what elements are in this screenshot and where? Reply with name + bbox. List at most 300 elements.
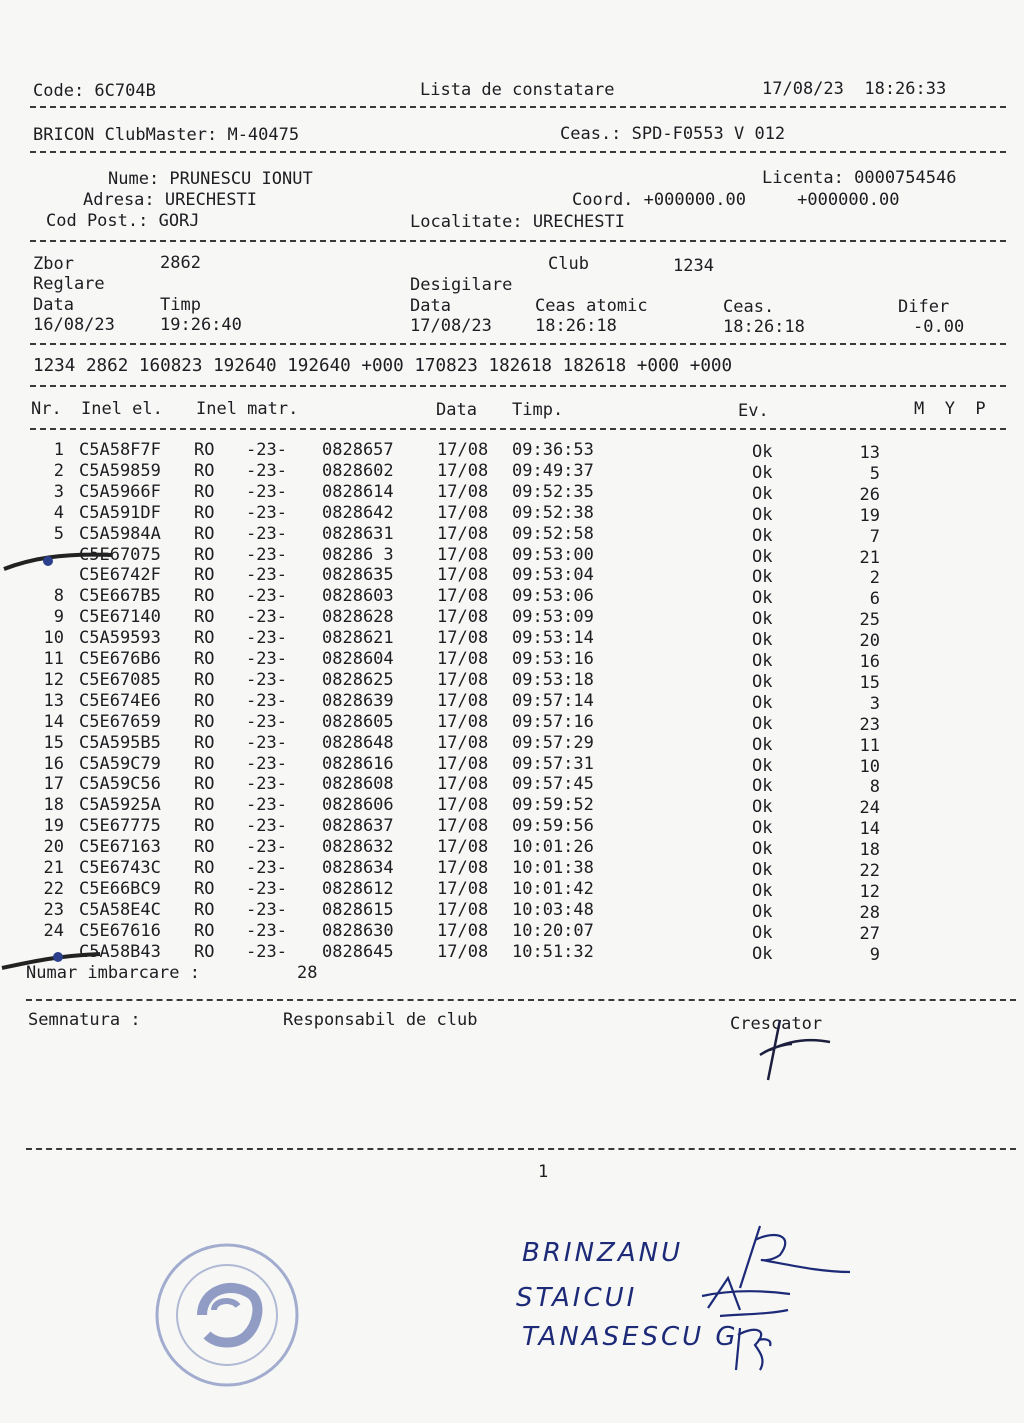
- row-position: 25: [859, 610, 880, 631]
- reglare-date: 16/08/23: [33, 315, 115, 335]
- row-inel-el: C5A58B43: [79, 941, 161, 962]
- col-ev: Ev.: [738, 401, 769, 421]
- col-inel-matr: Inel matr.: [196, 399, 299, 419]
- row-nr: 10: [43, 628, 64, 649]
- row-year: -23-: [246, 440, 287, 460]
- row-timp: 09:53:00: [512, 544, 594, 565]
- row-ev: Ok: [752, 567, 773, 588]
- row-ev: Ok: [752, 943, 773, 964]
- atomic-clock-time: 18:26:18: [535, 316, 617, 336]
- row-data: 17/08: [437, 669, 489, 690]
- row-inel-el: C5A58E4C: [79, 899, 161, 920]
- row-position: 18: [859, 840, 880, 861]
- row-timp: 09:57:14: [512, 690, 594, 711]
- row-inel-matr: 0828604: [322, 649, 394, 669]
- row-data: 17/08: [437, 732, 489, 753]
- row-ev: Ok: [752, 797, 773, 818]
- divider: [30, 240, 1006, 242]
- row-country: RO: [194, 816, 215, 837]
- table-row: [0, 858, 1024, 879]
- row-data: 17/08: [437, 649, 489, 669]
- row-country: RO: [194, 711, 215, 732]
- row-year: -23-: [246, 920, 287, 941]
- row-data: 17/08: [437, 628, 489, 649]
- row-data: 17/08: [437, 523, 489, 544]
- row-nr: 17: [43, 774, 64, 795]
- row-data: 17/08: [437, 774, 489, 795]
- row-timp: 09:53:18: [512, 669, 594, 690]
- signature-label: Semnatura :: [28, 1010, 141, 1030]
- row-data: 17/08: [437, 878, 489, 899]
- row-nr: 23: [43, 899, 64, 920]
- table-row: [0, 942, 1024, 963]
- row-position: 26: [859, 484, 880, 505]
- row-position: 27: [859, 923, 880, 944]
- row-ev: Ok: [752, 483, 773, 504]
- row-year: -23-: [246, 899, 287, 920]
- row-country: RO: [194, 544, 215, 565]
- row-inel-matr: 0828602: [322, 460, 394, 481]
- row-inel-matr: 0828621: [322, 628, 394, 649]
- row-nr: 18: [43, 795, 64, 816]
- row-inel-el: C5E676B6: [79, 649, 161, 669]
- row-position: 8: [869, 777, 880, 798]
- row-inel-matr: 0828635: [322, 565, 394, 586]
- divider: [26, 1148, 1016, 1150]
- row-inel-matr: 0828614: [322, 481, 394, 502]
- row-timp: 09:53:09: [512, 607, 594, 628]
- row-inel-matr: 0828616: [322, 753, 394, 774]
- row-data: 17/08: [437, 440, 489, 460]
- club-responsible-label: Responsabil de club: [283, 1010, 478, 1030]
- breeder-label: Crescator: [730, 1014, 823, 1034]
- row-inel-matr: 0828605: [322, 711, 394, 732]
- row-ev: Ok: [752, 839, 773, 860]
- row-timp: 10:51:32: [512, 941, 594, 962]
- row-inel-el: C5A59C79: [79, 753, 161, 774]
- row-position: 19: [859, 505, 880, 526]
- row-country: RO: [194, 649, 215, 669]
- row-timp: 09:53:16: [512, 649, 594, 669]
- row-year: -23-: [246, 523, 287, 544]
- row-country: RO: [194, 460, 215, 481]
- row-year: -23-: [246, 732, 287, 753]
- club-stamp: [152, 1240, 302, 1390]
- row-inel-matr: 0828642: [322, 502, 394, 523]
- row-timp: 09:36:53: [512, 440, 594, 460]
- row-position: 6: [869, 589, 880, 610]
- row-inel-el: C5E67140: [79, 607, 161, 628]
- row-country: RO: [194, 837, 215, 858]
- handwritten-signatures: [700, 1220, 860, 1380]
- row-ev: Ok: [752, 546, 773, 567]
- row-position: 28: [859, 902, 880, 923]
- license-number: Licenta: 0000754546: [762, 168, 957, 188]
- row-year: -23-: [246, 878, 287, 899]
- row-nr: 12: [43, 669, 64, 690]
- row-timp: 09:49:37: [512, 460, 594, 481]
- table-row: [0, 837, 1024, 861]
- row-inel-matr: 0828603: [322, 586, 394, 607]
- row-year: -23-: [246, 481, 287, 502]
- reglare-label: Reglare: [33, 274, 105, 294]
- row-position: 5: [869, 463, 880, 484]
- row-timp: 09:57:45: [512, 774, 594, 795]
- divider: [30, 428, 1006, 430]
- row-timp: 10:03:48: [512, 899, 594, 920]
- row-inel-matr: 0828632: [322, 837, 394, 858]
- row-nr: 14: [43, 711, 64, 732]
- row-country: RO: [194, 878, 215, 899]
- row-ev: Ok: [752, 901, 773, 922]
- reglare-time: 19:26:40: [160, 315, 242, 335]
- row-ev: Ok: [752, 818, 773, 839]
- row-year: -23-: [246, 607, 287, 628]
- row-inel-el: C5A5984A: [79, 523, 161, 544]
- col-timp: Timp.: [512, 400, 564, 420]
- row-ev: Ok: [752, 462, 773, 483]
- row-country: RO: [194, 502, 215, 523]
- row-position: 13: [859, 443, 880, 463]
- breeder-signature: [730, 1010, 840, 1090]
- row-data: 17/08: [437, 502, 489, 523]
- row-inel-matr: 0828625: [322, 669, 394, 690]
- row-position: 21: [859, 547, 880, 568]
- row-country: RO: [194, 586, 215, 607]
- row-year: -23-: [246, 837, 287, 858]
- row-inel-el: C5E674E6: [79, 690, 161, 711]
- row-inel-el: C5A595B5: [79, 732, 161, 753]
- row-data: 17/08: [437, 586, 489, 607]
- row-ev: Ok: [752, 630, 773, 651]
- locality: Localitate: URECHESTI: [410, 212, 625, 232]
- row-nr: 9: [53, 607, 64, 628]
- row-nr: 1: [53, 440, 64, 460]
- col-nr: Nr.: [31, 399, 62, 419]
- row-data: 17/08: [437, 816, 489, 837]
- row-nr: 21: [43, 858, 64, 878]
- row-year: -23-: [246, 858, 287, 878]
- table-row: [0, 565, 1024, 589]
- row-nr: 16: [43, 753, 64, 774]
- row-inel-el: C5E66BC9: [79, 878, 161, 899]
- handwritten-name-3: TANASESCU G: [522, 1322, 739, 1352]
- row-ev: Ok: [752, 776, 773, 797]
- col-myp: M Y P: [914, 399, 986, 419]
- difference-value: -0.00: [913, 317, 965, 337]
- row-inel-el: C5A5925A: [79, 795, 161, 816]
- boarding-count: 28: [297, 963, 318, 983]
- row-inel-el: C5E67163: [79, 837, 161, 858]
- row-position: 22: [859, 861, 880, 881]
- table-row: [0, 482, 1024, 503]
- row-timp: 09:57:16: [512, 711, 594, 732]
- table-row: [0, 712, 1024, 733]
- document-title: Lista de constatare: [420, 80, 615, 100]
- row-country: RO: [194, 523, 215, 544]
- row-ev: Ok: [752, 880, 773, 901]
- row-data: 17/08: [437, 837, 489, 858]
- divider: [30, 385, 1006, 387]
- row-country: RO: [194, 669, 215, 690]
- timp-label: Timp: [160, 295, 201, 315]
- table-row: [0, 461, 1024, 482]
- clock-id: Ceas.: SPD-F0553 V 012: [560, 124, 786, 144]
- table-row: [0, 628, 1024, 652]
- row-timp: 09:52:35: [512, 481, 594, 502]
- row-position: 12: [859, 881, 880, 902]
- table-row: [0, 524, 1024, 545]
- row-timp: 09:53:06: [512, 586, 594, 607]
- row-inel-matr: 08286 3: [322, 544, 394, 565]
- col-data: Data: [436, 400, 477, 420]
- row-data: 17/08: [437, 941, 489, 962]
- row-inel-el: C5E6742F: [79, 565, 161, 586]
- row-year: -23-: [246, 753, 287, 774]
- row-nr: 5: [53, 523, 64, 544]
- table-row: [0, 545, 1024, 566]
- owner-name: Nume: PRUNESCU IONUT: [108, 169, 313, 189]
- page-number: 1: [538, 1162, 549, 1182]
- row-position: 10: [859, 756, 880, 777]
- row-ev: Ok: [752, 609, 773, 630]
- row-position: 16: [859, 652, 880, 672]
- print-datetime: 17/08/23 18:26:33: [762, 79, 947, 99]
- row-timp: 09:52:58: [512, 523, 594, 544]
- row-timp: 09:57:29: [512, 732, 594, 753]
- row-nr: 4: [53, 502, 64, 523]
- row-ev: Ok: [752, 588, 773, 609]
- row-nr: 22: [43, 878, 64, 899]
- row-timp: 09:52:38: [512, 502, 594, 523]
- row-nr: 13: [43, 690, 64, 711]
- table-row: [0, 816, 1024, 840]
- row-timp: 10:01:38: [512, 858, 594, 878]
- pen-mark: [0, 545, 120, 575]
- row-timp: 09:57:31: [512, 753, 594, 774]
- boarding-label: Numar imbarcare :: [26, 963, 200, 983]
- row-nr: 20: [43, 837, 64, 858]
- row-inel-matr: 0828657: [322, 440, 394, 460]
- row-position: 11: [859, 735, 880, 756]
- row-inel-matr: 0828612: [322, 878, 394, 899]
- row-ev: Ok: [752, 525, 773, 546]
- flight-label: Zbor: [33, 254, 74, 274]
- divider: [30, 151, 1006, 153]
- row-country: RO: [194, 481, 215, 502]
- row-data: 17/08: [437, 899, 489, 920]
- row-inel-el: C5E67085: [79, 669, 161, 690]
- row-timp: 09:59:56: [512, 816, 594, 837]
- row-nr: 19: [43, 816, 64, 837]
- row-year: -23-: [246, 460, 287, 481]
- row-ev: Ok: [752, 504, 773, 525]
- table-row: [0, 670, 1024, 691]
- table-row: [0, 795, 1024, 819]
- control-code-line: 1234 2862 160823 192640 192640 +000 170823 182618 182618 +000 +000: [33, 356, 733, 376]
- divider: [26, 999, 1016, 1001]
- row-ev: Ok: [752, 734, 773, 755]
- handwritten-name-2: STAICUI: [516, 1283, 638, 1313]
- row-year: -23-: [246, 502, 287, 523]
- row-ev: Ok: [752, 442, 773, 462]
- row-year: -23-: [246, 586, 287, 607]
- row-inel-matr: 0828628: [322, 607, 394, 628]
- row-data: 17/08: [437, 858, 489, 878]
- row-data: 17/08: [437, 920, 489, 941]
- row-country: RO: [194, 920, 215, 941]
- row-country: RO: [194, 690, 215, 711]
- row-year: -23-: [246, 628, 287, 649]
- table-row: [0, 879, 1024, 900]
- row-position: 14: [859, 819, 880, 840]
- code-text: Code: 6C704B: [33, 81, 156, 101]
- row-position: 24: [859, 798, 880, 819]
- row-year: -23-: [246, 941, 287, 962]
- row-ev: Ok: [752, 755, 773, 776]
- clock-time: 18:26:18: [723, 317, 805, 337]
- row-data: 17/08: [437, 795, 489, 816]
- row-inel-el: C5E67075: [79, 544, 161, 565]
- row-country: RO: [194, 732, 215, 753]
- row-position: 9: [869, 944, 880, 965]
- row-inel-matr: 0828630: [322, 920, 394, 941]
- atomic-clock-label: Ceas atomic: [535, 296, 648, 316]
- row-inel-el: C5E67775: [79, 816, 161, 837]
- data-label: Data: [33, 295, 74, 315]
- row-nr: 11: [43, 649, 64, 669]
- row-data: 17/08: [437, 607, 489, 628]
- table-row: [0, 754, 1024, 775]
- row-year: -23-: [246, 669, 287, 690]
- row-inel-el: C5A59859: [79, 460, 161, 481]
- row-ev: Ok: [752, 671, 773, 692]
- club-number: 1234: [673, 256, 714, 276]
- flight-number: 2862: [160, 253, 201, 273]
- desigilare-date: 17/08/23: [410, 316, 492, 336]
- row-data: 17/08: [437, 544, 489, 565]
- row-timp: 09:53:14: [512, 628, 594, 649]
- row-inel-matr: 0828645: [322, 941, 394, 962]
- row-timp: 10:20:07: [512, 920, 594, 941]
- clock-label: Ceas.: [723, 297, 775, 317]
- row-inel-matr: 0828637: [322, 816, 394, 837]
- row-inel-el: C5E67659: [79, 711, 161, 732]
- row-data: 17/08: [437, 711, 489, 732]
- table-row: [0, 733, 1024, 754]
- row-country: RO: [194, 795, 215, 816]
- row-country: RO: [194, 440, 215, 460]
- table-row: [0, 774, 1024, 798]
- row-inel-el: C5A59593: [79, 628, 161, 649]
- row-country: RO: [194, 899, 215, 920]
- row-position: 23: [859, 714, 880, 735]
- row-inel-el: C5A58F7F: [79, 440, 161, 460]
- row-data: 17/08: [437, 690, 489, 711]
- row-data: 17/08: [437, 565, 489, 586]
- table-row: [0, 649, 1024, 670]
- table-row: [0, 607, 1024, 631]
- desigilare-label: Desigilare: [410, 275, 513, 295]
- row-inel-matr: 0828606: [322, 795, 394, 816]
- row-position: 7: [869, 526, 880, 547]
- row-ev: Ok: [752, 651, 773, 671]
- row-ev: Ok: [752, 860, 773, 880]
- row-country: RO: [194, 941, 215, 962]
- row-timp: 10:01:42: [512, 878, 594, 899]
- row-inel-el: C5E667B5: [79, 586, 161, 607]
- table-row: [0, 503, 1024, 524]
- row-nr: 24: [43, 920, 64, 941]
- row-year: -23-: [246, 816, 287, 837]
- row-inel-el: C5A5966F: [79, 481, 161, 502]
- row-country: RO: [194, 628, 215, 649]
- row-data: 17/08: [437, 460, 489, 481]
- row-nr: 3: [53, 481, 64, 502]
- table-row: [0, 691, 1024, 712]
- row-year: -23-: [246, 544, 287, 565]
- difference-label: Difer: [898, 297, 950, 317]
- row-timp: 09:59:52: [512, 795, 594, 816]
- row-position: 2: [869, 568, 880, 589]
- row-country: RO: [194, 753, 215, 774]
- row-data: 17/08: [437, 481, 489, 502]
- club-label: Club: [548, 254, 589, 274]
- row-timp: 10:01:26: [512, 837, 594, 858]
- row-year: -23-: [246, 649, 287, 669]
- pen-mark: [0, 946, 110, 972]
- table-row: [0, 440, 1024, 461]
- row-timp: 09:53:04: [512, 565, 594, 586]
- row-ev: Ok: [752, 922, 773, 943]
- data-label-2: Data: [410, 296, 451, 316]
- row-country: RO: [194, 858, 215, 878]
- row-year: -23-: [246, 711, 287, 732]
- row-position: 3: [869, 693, 880, 714]
- row-inel-matr: 0828631: [322, 523, 394, 544]
- row-inel-el: C5A591DF: [79, 502, 161, 523]
- col-inel-el: Inel el.: [81, 399, 163, 419]
- row-inel-el: C5E6743C: [79, 858, 161, 878]
- coordinates: Coord. +000000.00 +000000.00: [572, 190, 900, 210]
- table-row: [0, 921, 1024, 942]
- row-position: 15: [859, 672, 880, 693]
- row-year: -23-: [246, 774, 287, 795]
- row-country: RO: [194, 565, 215, 586]
- row-inel-el: C5E67616: [79, 920, 161, 941]
- row-nr: 2: [53, 460, 64, 481]
- row-inel-el: C5A59C56: [79, 774, 161, 795]
- row-data: 17/08: [437, 753, 489, 774]
- row-year: -23-: [246, 690, 287, 711]
- row-nr: 15: [43, 732, 64, 753]
- row-country: RO: [194, 607, 215, 628]
- owner-address: Adresa: URECHESTI: [83, 190, 257, 210]
- table-row: [0, 900, 1024, 921]
- divider: [30, 343, 1006, 345]
- divider: [30, 106, 1006, 108]
- row-inel-matr: 0828639: [322, 690, 394, 711]
- row-ev: Ok: [752, 713, 773, 734]
- row-year: -23-: [246, 565, 287, 586]
- row-inel-matr: 0828648: [322, 732, 394, 753]
- table-row: [0, 586, 1024, 610]
- row-position: 20: [859, 631, 880, 652]
- row-inel-matr: 0828634: [322, 858, 394, 878]
- row-year: -23-: [246, 795, 287, 816]
- row-ev: Ok: [752, 692, 773, 713]
- row-country: RO: [194, 774, 215, 795]
